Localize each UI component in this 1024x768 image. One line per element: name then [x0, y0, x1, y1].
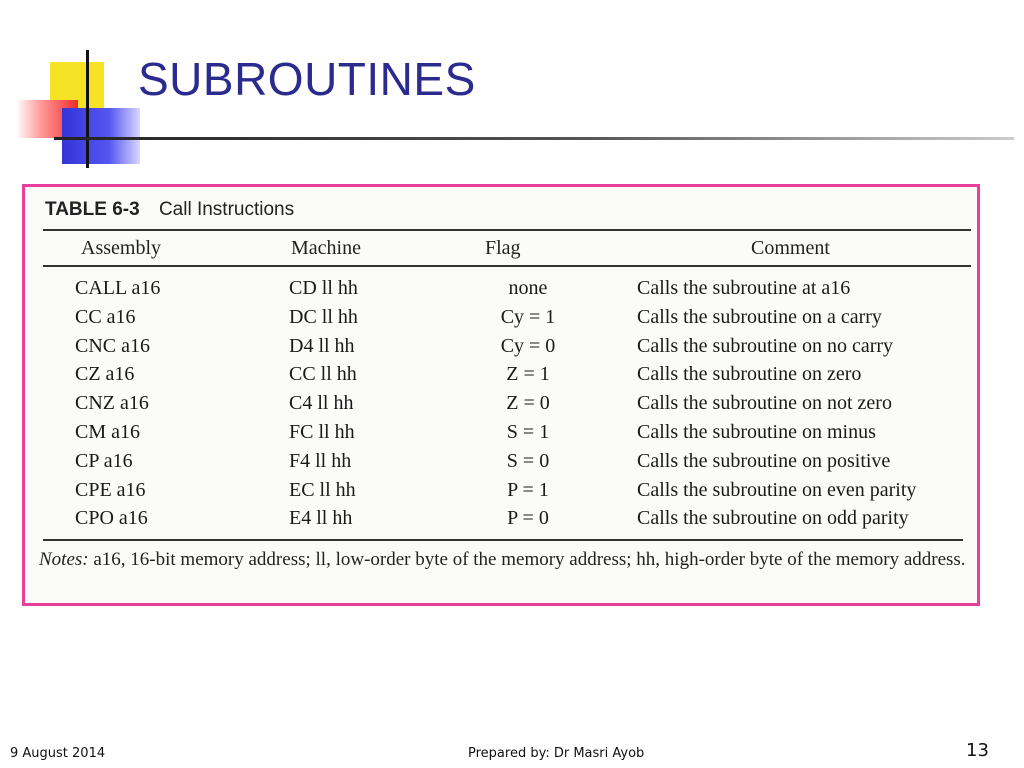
- flag-cell: none: [508, 277, 548, 299]
- machine-cell: F4 ll hh: [289, 449, 352, 472]
- footer-author: Prepared by: Dr Masri Ayob: [468, 746, 645, 761]
- machine-cell: CC ll hh: [289, 363, 357, 386]
- comment-cell: Calls the subroutine on zero: [637, 363, 862, 386]
- comment-cell: Calls the subroutine on positive: [637, 449, 891, 472]
- decor-vertical-line: [86, 50, 89, 168]
- title-underline: [54, 137, 1014, 140]
- table-caption: [45, 199, 294, 221]
- flag-cell: P = 1: [507, 478, 549, 501]
- header-flag: Flag: [485, 237, 521, 259]
- comment-cell: Calls the subroutine at a16: [637, 277, 851, 299]
- comment-cell: Calls the subroutine on a carry: [637, 305, 882, 328]
- machine-cell: C4 ll hh: [289, 392, 354, 415]
- table-notes: [39, 549, 969, 571]
- machine-cell: FC ll hh: [289, 421, 355, 443]
- assembly-cell: CM a16: [75, 421, 140, 443]
- assembly-cell: CPE a16: [75, 478, 146, 501]
- assembly-cell: CC a16: [75, 305, 136, 328]
- table-header-rule: [43, 265, 971, 267]
- table-bottom-rule: [43, 539, 963, 541]
- comment-cell: Calls the subroutine on not zero: [637, 392, 892, 415]
- assembly-cell: CPO a16: [75, 507, 148, 530]
- assembly-cell: CNZ a16: [75, 392, 149, 415]
- comment-cell: Calls the subroutine on even parity: [637, 478, 917, 501]
- table-number: TABLE 6-3: [45, 199, 140, 220]
- flag-cell: P = 0: [507, 507, 549, 530]
- flag-cell: S = 1: [506, 421, 550, 443]
- notes-label: Notes:: [39, 549, 89, 570]
- assembly-cell: CALL a16: [75, 277, 161, 299]
- machine-cell: CD ll hh: [289, 277, 358, 299]
- header-comment: Comment: [751, 237, 830, 259]
- machine-cell: DC ll hh: [289, 305, 358, 328]
- footer-date: 9 August 2014: [10, 746, 106, 761]
- assembly-cell: CP a16: [75, 449, 133, 472]
- slide-title: SUBROUTINES: [138, 53, 476, 105]
- assembly-cell: CNC a16: [75, 334, 150, 357]
- flag-cell: Cy = 1: [500, 305, 556, 328]
- assembly-cell: CZ a16: [75, 363, 135, 386]
- flag-cell: Cy = 0: [500, 334, 556, 357]
- table-caption-text: Call Instructions: [158, 199, 295, 220]
- notes-text: a16, 16-bit memory address; ll, low-order byte of the memory address; hh, high-order byte of the memory address.: [93, 549, 966, 570]
- table-top-rule: [43, 229, 971, 231]
- machine-cell: E4 ll hh: [289, 507, 353, 530]
- flag-cell: Z = 0: [506, 392, 550, 415]
- page-number: 13: [966, 740, 989, 761]
- comment-cell: Calls the subroutine on no carry: [637, 334, 894, 357]
- machine-cell: D4 ll hh: [289, 334, 355, 357]
- decor-blue-square: [62, 108, 140, 164]
- flag-cell: Z = 1: [506, 363, 550, 386]
- machine-cell: EC ll hh: [289, 478, 356, 501]
- table-image-frame: [22, 184, 980, 606]
- header-assembly: Assembly: [81, 237, 161, 259]
- comment-cell: Calls the subroutine on minus: [637, 421, 876, 443]
- flag-cell: S = 0: [506, 449, 550, 472]
- comment-cell: Calls the subroutine on odd parity: [637, 507, 909, 530]
- header-machine: Machine: [291, 237, 361, 259]
